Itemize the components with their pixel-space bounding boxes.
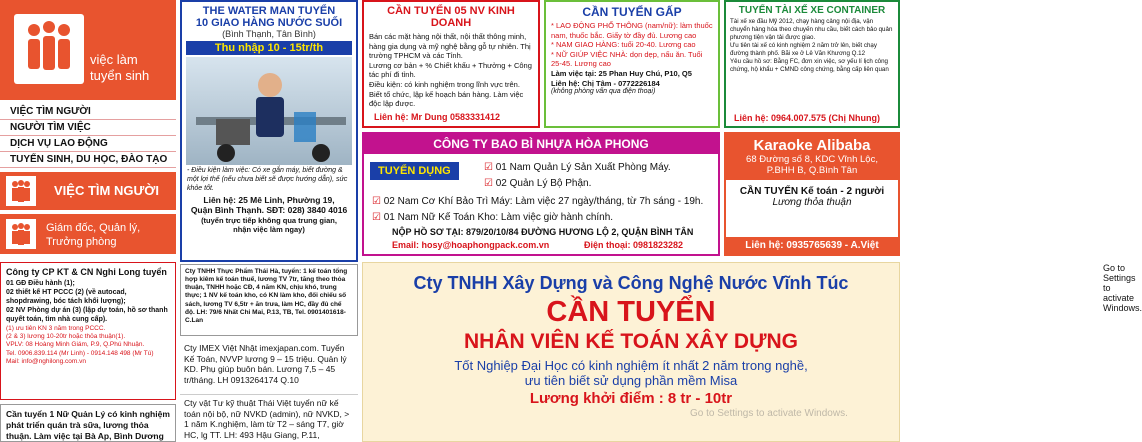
ad-nghi-long-line: 02 NV Phòng dự án (3) (lập dự toán, hồ sơ thanh quyết toán, tìm nhà cung cấp). — [6, 306, 168, 323]
kinh-doanh-line: Điều kiện: có kinh nghiệm trong lĩnh vực trên. Biết tổ chức, lập kế hoạch bán hàng. Làm việc độc lập được. — [369, 79, 524, 109]
ad-quan-ly-line: thuận. Làm việc tại Bà Ap, Bình Dương — [6, 430, 164, 441]
thai-ha-text: Cty TNHH Thực Phẩm Thái Hà, tuyển: 1 kế toán tổng hợp kiêm kế toán thuế, lương TV 7tr, tăng theo thỏa thuận, TNHH hoặc CĐ, 4 năm KN, chịu khó, trung thực; 1 NV kế toán kho, có KN làm kho, đối chiếu số sách, lương TV 6,5tr + ăn trưa, làm HC, đầy đủ chế độ. LH: 79/6 Nhất Chi Mai, P.13, TB, Tel. 0901401618-C.Lan — [185, 268, 348, 324]
gap-line: * LAO ĐỘNG PHỔ THÔNG (nam/nữ): làm thuốc nam, thuốc bắc. Giấy tờ đầy đủ. Lương cao — [551, 21, 713, 40]
section-title-giam-doc-2: Trưởng phòng — [46, 236, 117, 248]
section-people-icon — [6, 176, 36, 206]
water-man-title-1: THE WATER MAN TUYỂN — [202, 5, 336, 17]
ad-kinh-doanh[interactable] — [362, 0, 540, 128]
vinh-tuc-position: NHÂN VIÊN KẾ TOÁN XÂY DỰNG — [463, 330, 799, 353]
imex-text: Cty IMEX Việt Nhật imexjapan.com. Tuyển Kế Toán, NVVP lương 9 – 15 triệu. Quản lý KD. Phụ giúp buôn bán. Lương 7,5 – 45 tr/tháng. LH 0913264174 Q.10 — [184, 343, 347, 385]
section-people-icon-2 — [6, 219, 36, 249]
karaoke-salary: Lương thỏa thuận — [772, 197, 852, 208]
gap-line: (không phòng vấn qua điện thoại) — [551, 88, 656, 96]
water-man-contact-1: Liên hệ: 25 Mê Linh, Phường 19, — [203, 195, 335, 206]
kinh-doanh-line: Bán các mặt hàng nội thất, nội thất thông minh, hàng gia dụng và mỹ nghệ bằng gỗ tự nhiên. Thị trường TPHCM và các Tỉnh. — [369, 32, 531, 61]
ad-nghi-long-line: (2 & 3) lương 10-20tr hoặc thỏa thuận(1). — [6, 333, 126, 341]
karaoke-contact: Liên hệ: 0935765639 - A.Việt — [726, 237, 898, 254]
vinh-tuc-salary: Lương khởi điểm : 8 tr - 10tr — [529, 390, 733, 407]
ad-quan-ly-line: phát triển quán trà sữa, lương thỏa — [6, 419, 149, 430]
hoa-phong-job: ☑ 01 Nam Quản Lý Sản Xuất Phòng Máy. — [484, 162, 671, 173]
ad-quan-ly-tra-sua[interactable] — [0, 404, 176, 442]
gap-line: * NỮ GIÚP VIỆC NHÀ: dọn dẹp, nấu ăn. Tuổi 25-45. Lương cao — [551, 49, 703, 69]
karaoke-addr-2: P.BHH B, Q.Bình Tân — [726, 165, 898, 180]
ad-quan-ly-line: Cần tuyển 1 Nữ Quản Lý có kinh nghiệm — [6, 409, 170, 419]
gap-line: Làm việc tại: 25 Phan Huy Chú, P10, Q5 — [551, 68, 692, 78]
logo-text-1: việc làm — [90, 52, 138, 67]
water-man-note-2: nhận việc làm ngay) — [233, 225, 305, 235]
windows-activation-watermark: Go to Settings to activate Windows. — [690, 408, 848, 419]
container-line: Yêu cầu hồ sơ: Bằng FC, đơn xin việc, sơ yếu lí lịch công chứng, hộ khẩu + CMND công chứng, bằng cấp liên quan — [730, 57, 889, 73]
water-man-requirements: - Điều kiện làm việc: Có xe gắn máy, biết đường & một lợi thế (nếu chưa biết sẽ được hướng dẫn), sức khỏe tốt. — [187, 167, 348, 192]
ad-nghi-long-line: (1) ưu tiên KN 3 năm trong PCCC. — [6, 324, 106, 332]
container-line: Ưu tiên tài xế có kinh nghiệm 2 năm trở lên, biết chạy đường thành phố. Bãi xe ở Lê Văn Khương Q.12 — [730, 41, 877, 57]
vinh-tuc-req-2: ưu tiên biết sử dụng phần mềm Misa — [524, 373, 738, 388]
ad-nghi-long-line: 02 thiết kế HT PCCC (2) (về autocad, shopdrawing, bóc tách khối lượng); — [6, 288, 127, 305]
ad-nghi-long-line: Tel. 0906.839.114 (Mr Linh) - 0914.148 498 (Mr Tú) — [6, 349, 154, 357]
section-giam-doc[interactable] — [0, 214, 176, 254]
hoa-phong-tag: TUYỂN DỤNG — [370, 162, 459, 180]
water-man-income: Thu nhập 10 - 15tr/th — [186, 41, 352, 55]
vinh-tuc-heading: CẦN TUYỂN — [546, 296, 716, 328]
ad-nghi-long-title: Công ty CP KT & CN Nghi Long tuyển — [6, 267, 167, 277]
ad-nghi-long-line: Mail: info@nghilong.com.vn — [6, 358, 86, 366]
karaoke-addr-1: 68 Đường số 8, KDC Vĩnh Lộc, — [726, 154, 898, 165]
kinh-doanh-title: CẦN TUYỂN 05 NV KINH DOANH — [387, 5, 515, 29]
kinh-doanh-line: Lương cơ bản + % Chiết khấu + Thưởng + Công tác phí đi tỉnh. — [369, 60, 532, 80]
logo-text-2: tuyển sinh — [90, 68, 150, 83]
ad-nghi-long-line: VPLV: 08 Hoàng Minh Giám, P.9, Q.Phú Nhuận. — [6, 341, 145, 349]
ad-can-tuyen-gap[interactable] — [544, 0, 720, 128]
ad-container[interactable] — [724, 0, 900, 128]
hoa-phong-address: NỘP HỒ SƠ TẠI: 879/20/10/84 ĐƯỜNG HƯƠNG LỘ 2, QUẬN BÌNH TÂN — [392, 227, 694, 237]
karaoke-title: Karaoke Alibaba — [726, 134, 898, 154]
hoa-phong-job: ☑ 02 Nam Cơ Khí Bảo Trì Máy: Làm việc 27 ngày/tháng, từ 7h sáng - 19h. — [372, 196, 704, 207]
hoa-phong-title: CÔNG TY BAO BÌ NHỰA HÒA PHONG — [364, 134, 718, 154]
ad-nghi-long[interactable] — [0, 262, 176, 400]
hoa-phong-email: Email: hosy@hoaphongpack.com.vn — [392, 240, 550, 250]
gap-line: * NAM GIAO HÀNG: tuổi 20-40. Lương cao — [551, 40, 696, 50]
water-man-area: (Bình Thạnh, Tân Bình) — [222, 29, 316, 39]
hoa-phong-job: ☑ 02 Quản Lý Bộ Phận. — [484, 177, 592, 189]
hoa-phong-job-text: 02 Nam Cơ Khí Bảo Trì Máy: Làm việc 27 ngày/tháng, từ 7h sáng - 19h. — [383, 196, 704, 207]
gap-title: CẦN TUYỂN GẤP — [582, 5, 682, 19]
ad-thai-ha[interactable] — [180, 264, 358, 336]
hoa-phong-phone: Điện thoại: 0981823282 — [584, 240, 684, 250]
ad-hoa-phong[interactable] — [362, 132, 720, 256]
hoa-phong-job-text: 01 Nam Quản Lý Sản Xuất Phòng Máy. — [495, 162, 671, 173]
hoa-phong-job-text: 02 Quản Lý Bộ Phận. — [495, 177, 592, 189]
people-icon — [14, 14, 84, 84]
water-man-photo — [186, 57, 352, 165]
windows-watermark: Go to Settings to activate Windows. — [1103, 263, 1142, 313]
container-title: TUYỂN TÀI XẾ XE CONTAINER — [738, 5, 886, 16]
sidebar-logo-box[interactable] — [0, 0, 176, 100]
ad-nghi-long-line: 01 GĐ Điều hành (1); — [6, 280, 75, 287]
sidebar-nav — [0, 100, 176, 172]
water-man-title-2: 10 GIAO HÀNG NƯỚC SUỐI — [195, 17, 343, 29]
nav-item-nguoi-tim-viec[interactable]: NGƯỜI TÌM VIỆC — [0, 120, 176, 136]
nav-item-tuyen-sinh[interactable]: TUYỂN SINH, DU HỌC, ĐÀO TẠO — [0, 152, 176, 168]
ad-ky-thuat[interactable] — [180, 394, 358, 442]
gap-line: Liên hệ: Chị Tâm - 0772226184 — [551, 78, 660, 88]
nav-item-viec-tim-nguoi[interactable]: VIỆC TÌM NGƯỜI — [0, 104, 176, 120]
section-viec-tim-nguoi[interactable] — [0, 172, 176, 210]
section-title-giam-doc-1: Giám đốc, Quản lý, — [46, 222, 141, 234]
ad-karaoke[interactable] — [724, 132, 900, 256]
container-contact: Liên hệ: 0964.007.575 (Chị Nhung) — [734, 113, 881, 123]
ad-water-man[interactable] — [180, 0, 358, 262]
vinh-tuc-company: Cty TNHH Xây Dựng và Công Nghệ Nước Vĩnh Túc — [413, 273, 849, 293]
hoa-phong-job: ☑ 01 Nam Nữ Kế Toán Kho: Làm việc giờ hành chính. — [372, 211, 614, 223]
section-title-viec-tim-nguoi: VIỆC TÌM NGƯỜI — [54, 183, 159, 198]
container-line: Tài xế xe đầu Mỹ 2012, chạy hàng cảng nội địa, vận chuyển hàng hóa theo chuyến nhu cầu, biết cách bảo quản phương tiện vận tải được giao. — [730, 18, 893, 41]
ad-imex[interactable] — [180, 340, 358, 390]
delivery-man-illustration — [186, 57, 354, 165]
hoa-phong-job-text: 01 Nam Nữ Kế Toán Kho: Làm việc giờ hành chính. — [383, 211, 614, 223]
nav-item-dich-vu[interactable]: DỊCH VỤ LAO ĐỘNG — [0, 136, 176, 152]
vinh-tuc-req-1: Tốt Nghiệp Đại Học có kinh nghiệm ít nhất 2 năm trong nghề, — [454, 358, 808, 373]
ky-thuat-text: Cty vật Tư kỹ thuật Thái Việt tuyển nữ kế toán nội bộ, nữ NVKD (admin), nữ NVKD, > 1 năm K.nghiệm, làm từ T2 – sáng T7, giờ HC, lg TT. LH: 493 Hậu Giang, P.11, — [184, 398, 350, 440]
kinh-doanh-contact: Liên hệ: Mr Dung 0583331412 — [374, 112, 501, 122]
water-man-contact-2: Quận Bình Thạnh. SĐT: 028) 3840 4016 — [190, 205, 348, 216]
karaoke-job: CẦN TUYỂN Kế toán - 2 người — [739, 186, 885, 197]
water-man-note-1: (tuyển trực tiếp không qua trung gian, — [201, 216, 337, 226]
